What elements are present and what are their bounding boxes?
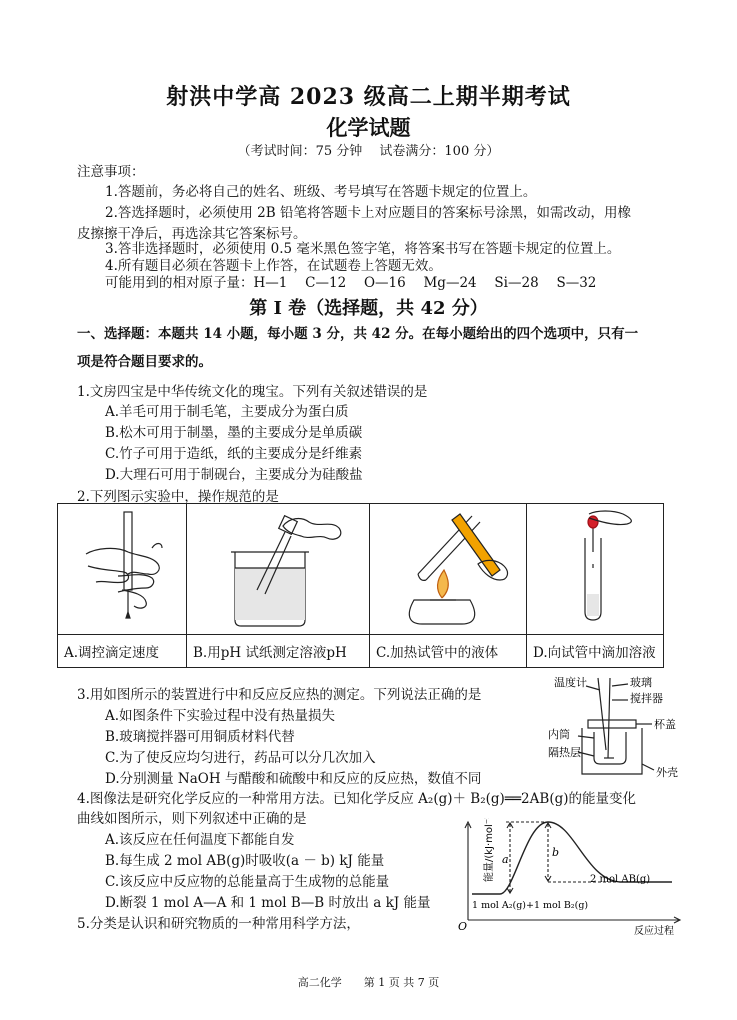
- label-product: 2 mol AB(g): [590, 874, 651, 885]
- label-b: b: [552, 846, 560, 859]
- q4-option-c: C.该反应中反应物的总能量高于生成物的总能量: [105, 874, 390, 890]
- dropper-tube-figure: [527, 504, 664, 635]
- label-thermometer: 温度计: [554, 676, 587, 689]
- q3-option-a: A.如图条件下实验过程中没有热量损失: [105, 708, 336, 724]
- q3-option-b: B.玻璃搅拌器可用铜质材料代替: [105, 729, 295, 745]
- q1-option-c: C.竹子可用于造纸，纸的主要成分是纤维素: [105, 446, 363, 462]
- note-item: 皮擦擦干净后，再选涂其它答案标号。: [77, 226, 307, 242]
- note-item: 2.答选择题时，必须使用 2B 铅笔将答题卡上对应题目的答案标号涂黑，如需改动，用橡: [105, 205, 631, 221]
- q2-caption-a: A.调控滴定速度: [58, 635, 187, 668]
- section-title: 第 I 卷（选择题，共 42 分）: [249, 298, 488, 319]
- note-item: 1.答题前，务必将自己的姓名、班级、考号填写在答题卡规定的位置上。: [105, 184, 537, 200]
- x-axis-label: 反应过程: [634, 926, 674, 937]
- q4-stem-2: 曲线如图所示，则下列叙述中正确的是: [77, 811, 307, 827]
- q3-option-d: D.分别测量 NaOH 与醋酸和硫酸中和反应的反应热，数值不同: [105, 771, 482, 787]
- note-item: 4.所有题目必须在答题卡上作答，在试题卷上答题无效。: [105, 258, 442, 274]
- atomic-masses: 可能用到的相对原子量：H—1 C—12 O—16 Mg—24 Si—28 S—32: [105, 275, 597, 291]
- label-inner: 内筒: [548, 728, 570, 741]
- burette-hand-figure: [58, 504, 187, 635]
- exam-title: 射洪中学高 2023 级高二上期半期考试: [166, 84, 571, 110]
- q2-stem: 2.下列图示实验中，操作规范的是: [77, 489, 279, 505]
- label-insulation: 隔热层: [548, 746, 581, 759]
- energy-diagram: [452, 818, 692, 938]
- q4-option-a: A.该反应在任何温度下都能自发: [105, 832, 295, 848]
- q2-caption-c: C.加热试管中的液体: [370, 635, 527, 668]
- ph-paper-beaker-figure: [187, 504, 370, 635]
- q3-stem: 3.用如图所示的装置进行中和反应反应热的测定。下列说法正确的是: [77, 687, 482, 703]
- q1-option-b: B.松木可用于制墨，墨的主要成分是单质碳: [105, 425, 363, 441]
- section-intro: 项是符合题目要求的。: [77, 354, 212, 370]
- notes-heading: 注意事项：: [77, 164, 145, 180]
- q1-option-d: D.大理石可用于制砚台，主要成分为硅酸盐: [105, 467, 363, 483]
- exam-meta: （考试时间：75 分钟 试卷满分：100 分）: [237, 144, 500, 159]
- section-intro: 一、选择题：本题共 14 小题，每小题 3 分，共 42 分。在每小题给出的四个选项中，只有一: [77, 326, 639, 342]
- q4-stem: 4.图像法是研究化学反应的一种常用方法。已知化学反应 A₂(g)＋ B₂(g)══2AB(g)的能量变化: [77, 791, 636, 807]
- label-stirrer-b: 搅拌器: [630, 692, 663, 705]
- label-reactants: 1 mol A₂(g)+1 mol B₂(g): [472, 900, 589, 911]
- q4-option-b: B.每生成 2 mol AB(g)时吸收(a － b) kJ 能量: [105, 853, 385, 869]
- q3-option-c: C.为了使反应均匀进行，药品可以分几次加入: [105, 750, 376, 766]
- label-a: a: [502, 853, 509, 866]
- note-item: 3.答非选择题时，必须使用 0.5 毫米黑色签字笔，将答案书写在答题卡规定的位置上。: [105, 241, 621, 257]
- q5-stem: 5.分类是认识和研究物质的一种常用科学方法，: [77, 916, 360, 932]
- subject-title: 化学试题: [326, 115, 411, 140]
- q2-figure-table: [57, 503, 664, 668]
- q4-option-d: D.断裂 1 mol A—A 和 1 mol B—B 时放出 a kJ 能量: [105, 895, 431, 911]
- y-axis-label: 能量/(kJ·mol⁻¹): [484, 818, 495, 882]
- origin-label: O: [458, 920, 468, 933]
- label-stirrer-a: 玻璃: [630, 676, 652, 689]
- page-footer: 高二化学 第 1 页 共 7 页: [297, 976, 440, 989]
- label-lid: 杯盖: [654, 718, 676, 731]
- q2-caption-b: B.用pH 试纸测定溶液pH: [187, 635, 370, 668]
- label-outer: 外壳: [656, 766, 678, 779]
- calorimeter-figure: [548, 672, 718, 784]
- q1-option-a: A.羊毛可用于制毛笔，主要成分为蛋白质: [105, 404, 349, 420]
- q1-stem: 1.文房四宝是中华传统文化的瑰宝。下列有关叙述错误的是: [77, 384, 428, 400]
- heat-tube-figure: [370, 504, 527, 635]
- q2-caption-d: D.向试管中滴加溶液: [527, 635, 664, 668]
